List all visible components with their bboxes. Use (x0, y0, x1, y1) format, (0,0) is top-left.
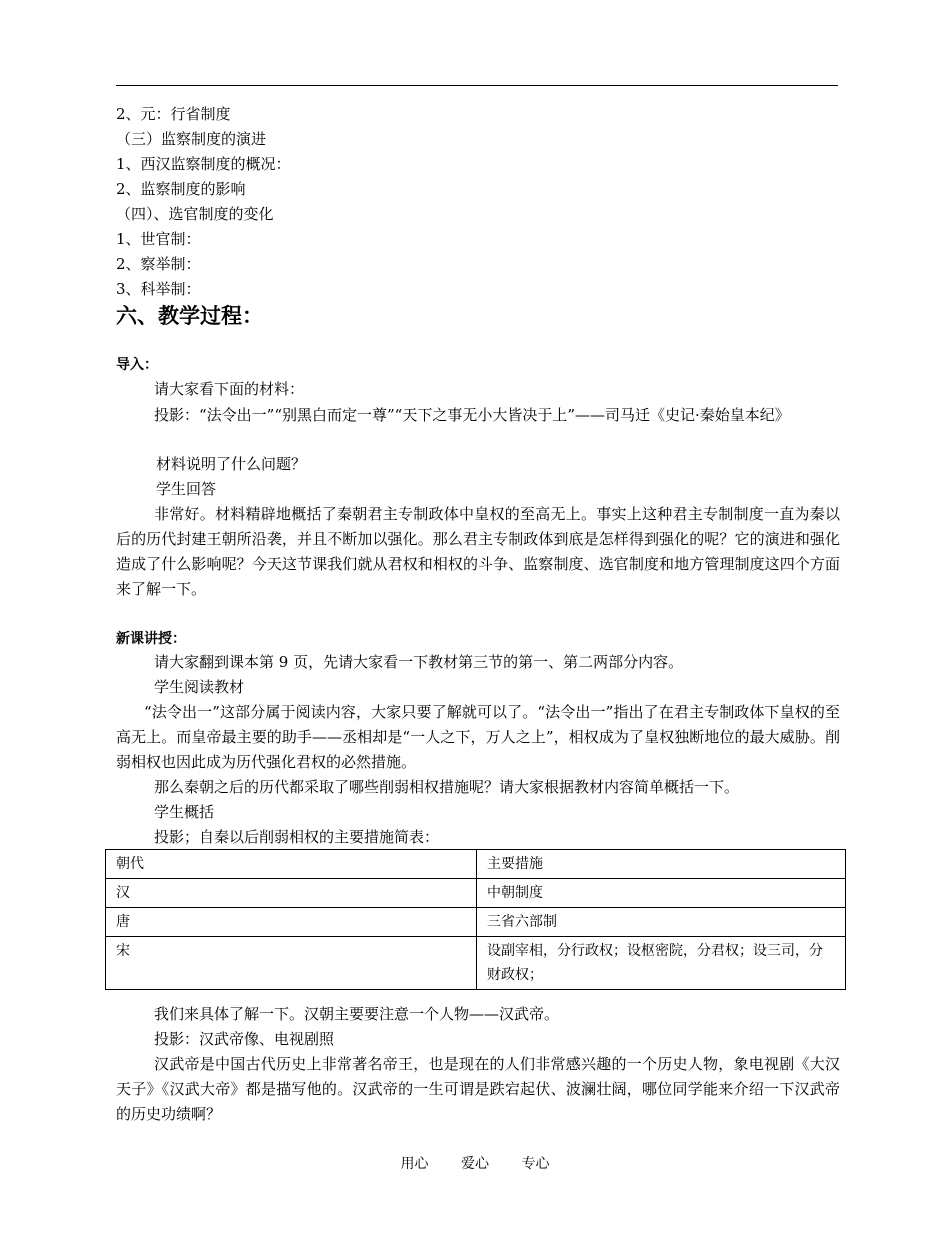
intro-student-answer: 学生回答 (156, 480, 217, 498)
section-heading: 六、教学过程： (116, 304, 263, 328)
table-header-cell: 主要措施 (477, 850, 846, 879)
footer-text: 专心 (521, 1156, 550, 1172)
intro-explanation: 非常好。材料精辟地概括了秦朝君主专制政体中皇权的至高无上。事实上这种君主专制制度一直为秦以后的历代封建王朝所沿袭，并且不断加以强化。那么君主专制政体到底是怎样得到强化的呢？它的演进和强化造成了什么影响呢？今天这节课我们就从君权和相权的斗争、监察制度、选官制度和地方管理制度这四个方面来了解一下。 (116, 505, 840, 598)
table-row (106, 879, 846, 908)
outline-line: 1、世官制： (116, 230, 201, 248)
intro-question: 材料说明了什么问题？ (156, 455, 307, 473)
table-row (106, 908, 846, 937)
intro-heading: 导入： (116, 357, 158, 373)
outline-line: 2、元：行省制度 (116, 105, 231, 123)
outline-line: （四）、选官制度的变化 (116, 205, 274, 223)
outline-line: 1、西汉监察制度的概况： (116, 155, 291, 173)
lesson-paragraph: 学生概括 (154, 803, 215, 821)
measures-table (105, 849, 846, 990)
lesson-paragraph: 我们来具体了解一下。汉朝主要要注意一个人物——汉武帝。 (154, 1005, 560, 1023)
lesson-projection: 投影：汉武帝像、电视剧照 (154, 1030, 335, 1048)
table-cell: 宋 (106, 937, 477, 990)
outline-line: 2、察举制： (116, 255, 201, 273)
intro-paragraph: 请大家看下面的材料： (154, 380, 305, 398)
lesson-heading: 新课讲授： (116, 631, 186, 647)
lesson-projection: 投影；自秦以后削弱相权的主要措施简表： (154, 828, 440, 846)
table-row (106, 937, 846, 990)
table-cell: 汉 (106, 879, 477, 908)
lesson-paragraph: 请大家翻到课本第 9 页，先请大家看一下教材第三节的第一、第二两部分内容。 (154, 653, 684, 671)
table-cell: 唐 (106, 908, 477, 937)
outline-line: 3、科举制： (116, 280, 201, 298)
lesson-paragraph: 那么秦朝之后的历代都采取了哪些削弱相权措施呢？请大家根据教材内容简单概括一下。 (154, 778, 740, 796)
lesson-paragraph: 汉武帝是中国古代历史上非常著名帝王，也是现在的人们非常感兴趣的一个历史人物，象电视剧《大汉天子》《汉武大帝》都是描写他的。汉武帝的一生可谓是跌宕起伏、波澜壮阔，哪位同学能来介绍一下汉武帝的历史功绩啊？ (116, 1055, 840, 1123)
table-cell: 中朝制度 (477, 879, 846, 908)
header-rule (116, 85, 838, 86)
footer-text: 爱心 (461, 1156, 489, 1172)
table-cell: 设副宰相，分行政权；设枢密院，分君权；设三司，分财政权； (477, 937, 846, 990)
outline-line: （三）监察制度的演进 (116, 130, 267, 148)
table-cell: 三省六部制 (477, 908, 846, 937)
table-header-cell: 朝代 (106, 850, 477, 879)
table-header-row (106, 850, 846, 879)
lesson-paragraph: 学生阅读教材 (154, 678, 245, 696)
page-footer (0, 1153, 950, 1173)
intro-projection: 投影：“法令出一”“别黑白而定一尊”“天下之事无小大皆决于上”——司马迁《史记·秦始皇本纪》 (154, 406, 790, 424)
outline-line: 2、监察制度的影响 (116, 180, 246, 198)
footer-text: 用心 (400, 1156, 429, 1172)
lesson-paragraph: “法令出一”这部分属于阅读内容，大家只要了解就可以了。“法令出一”指出了在君主专制政体下皇权的至高无上。而皇帝最主要的助手——丞相却是“一人之下，万人之上”，相权成为了皇权独断地位的最大威胁。削弱相权也因此成为历代强化君权的必然措施。 (116, 703, 840, 771)
